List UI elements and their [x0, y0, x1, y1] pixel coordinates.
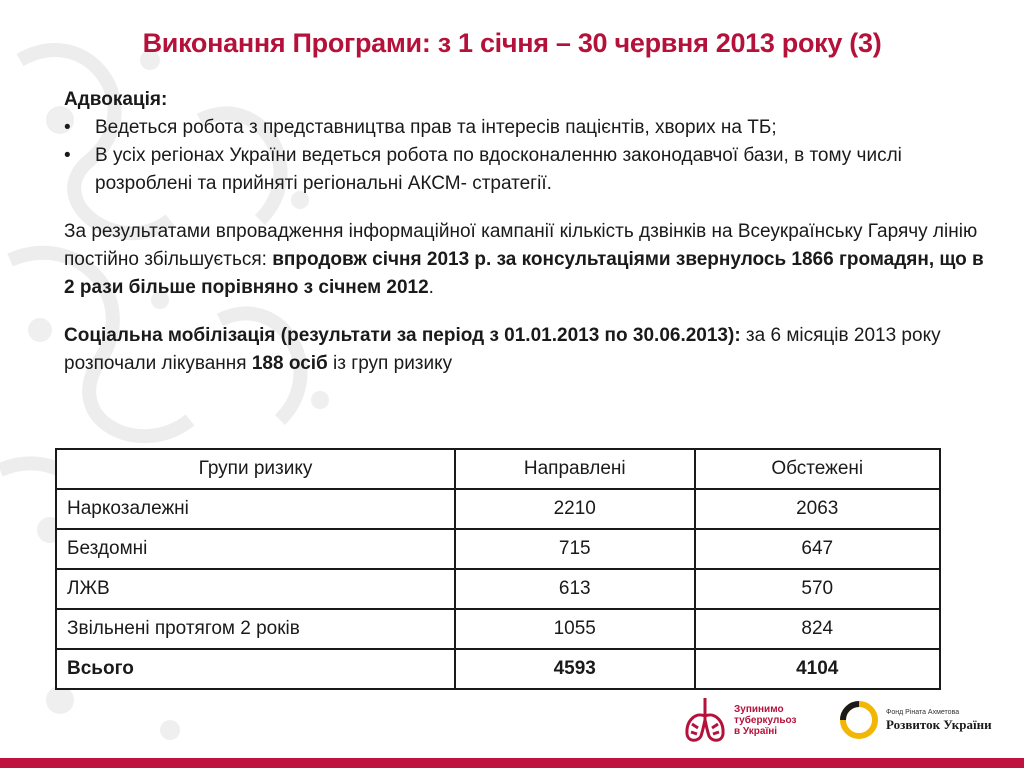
examined-cell: 647 — [695, 529, 940, 569]
sun-ring-icon — [836, 697, 882, 743]
development-ukraine-text — [886, 708, 992, 733]
group-cell: Наркозалежні — [56, 489, 455, 529]
list-item — [64, 142, 994, 198]
column-header-group: Групи ризику — [56, 449, 455, 489]
bullet-icon: • — [64, 145, 71, 166]
examined-cell: 2063 — [695, 489, 940, 529]
total-referred-cell: 4593 — [455, 649, 695, 689]
group-cell: Звільнені протягом 2 років — [56, 609, 455, 649]
hotline-highlight: впродовж січня 2013 р. за консультаціями звернулось 1866 громадян, що в 2 рази більше порівняно з січнем 2012 — [64, 249, 984, 298]
stop-tb-line2: туберкульоз — [734, 714, 797, 726]
table-header-row — [56, 449, 940, 489]
mobilization-heading: Соціальна мобілізація (результати за період з 01.01.2013 по 30.06.2013): — [64, 325, 741, 346]
advocacy-heading: Адвокація: — [64, 89, 168, 110]
risk-groups-table — [55, 448, 941, 690]
mobilization-text-end: із груп ризику — [327, 353, 453, 374]
slide-content — [64, 86, 994, 378]
list-item — [64, 114, 994, 142]
slide-title: Виконання Програми: з 1 січня – 30 червня 2013 року (3) — [142, 28, 882, 58]
table-row — [56, 569, 940, 609]
table-row — [56, 529, 940, 569]
stop-tb-line3: в Україні — [734, 725, 778, 737]
fund-name-big: Розвиток України — [886, 716, 992, 732]
list-item-text: Ведеться робота з представництва прав та інтересів пацієнтів, хворих на ТБ; — [95, 117, 777, 138]
stop-tb-line1: Зупинимо — [734, 703, 784, 715]
hotline-text: За результатами впровадження інформаційної кампанії кількість дзвінків на Всеукраїнську Гарячу лінію постійно збільшується: — [64, 221, 978, 270]
hotline-paragraph — [64, 218, 994, 302]
column-header-referred: Направлені — [455, 449, 695, 489]
bullet-icon: • — [64, 117, 71, 138]
referred-cell: 2210 — [455, 489, 695, 529]
group-cell: Бездомні — [56, 529, 455, 569]
referred-cell: 715 — [455, 529, 695, 569]
hotline-end: . — [428, 277, 434, 298]
column-header-examined: Обстежені — [695, 449, 940, 489]
fund-name-small: Фонд Ріната Ахметова — [886, 708, 960, 716]
referred-cell: 613 — [455, 569, 695, 609]
total-label-cell: Всього — [56, 649, 455, 689]
mobilization-count: 188 осіб — [251, 353, 328, 374]
examined-cell: 824 — [695, 609, 940, 649]
stop-tb-logo — [682, 694, 812, 746]
list-item-text: В усіх регіонах України ведеться робота по вдосконаленню законодавчої бази, в тому числі розроблені та прийняті регіональні АКСМ- стратегії. — [95, 145, 902, 194]
referred-cell: 1055 — [455, 609, 695, 649]
advocacy-list — [64, 114, 994, 198]
total-examined-cell: 4104 — [695, 649, 940, 689]
table-row — [56, 609, 940, 649]
bottom-accent-bar — [0, 758, 1024, 768]
table-row — [56, 489, 940, 529]
lungs-icon — [682, 694, 728, 746]
mobilization-text: за 6 місяців 2013 року розпочали лікування — [64, 325, 941, 374]
development-ukraine-logo — [836, 694, 996, 746]
group-cell: ЛЖВ — [56, 569, 455, 609]
mobilization-paragraph — [64, 322, 994, 378]
examined-cell: 570 — [695, 569, 940, 609]
stop-tb-logo-text — [734, 704, 796, 737]
table-total-row — [56, 649, 940, 689]
